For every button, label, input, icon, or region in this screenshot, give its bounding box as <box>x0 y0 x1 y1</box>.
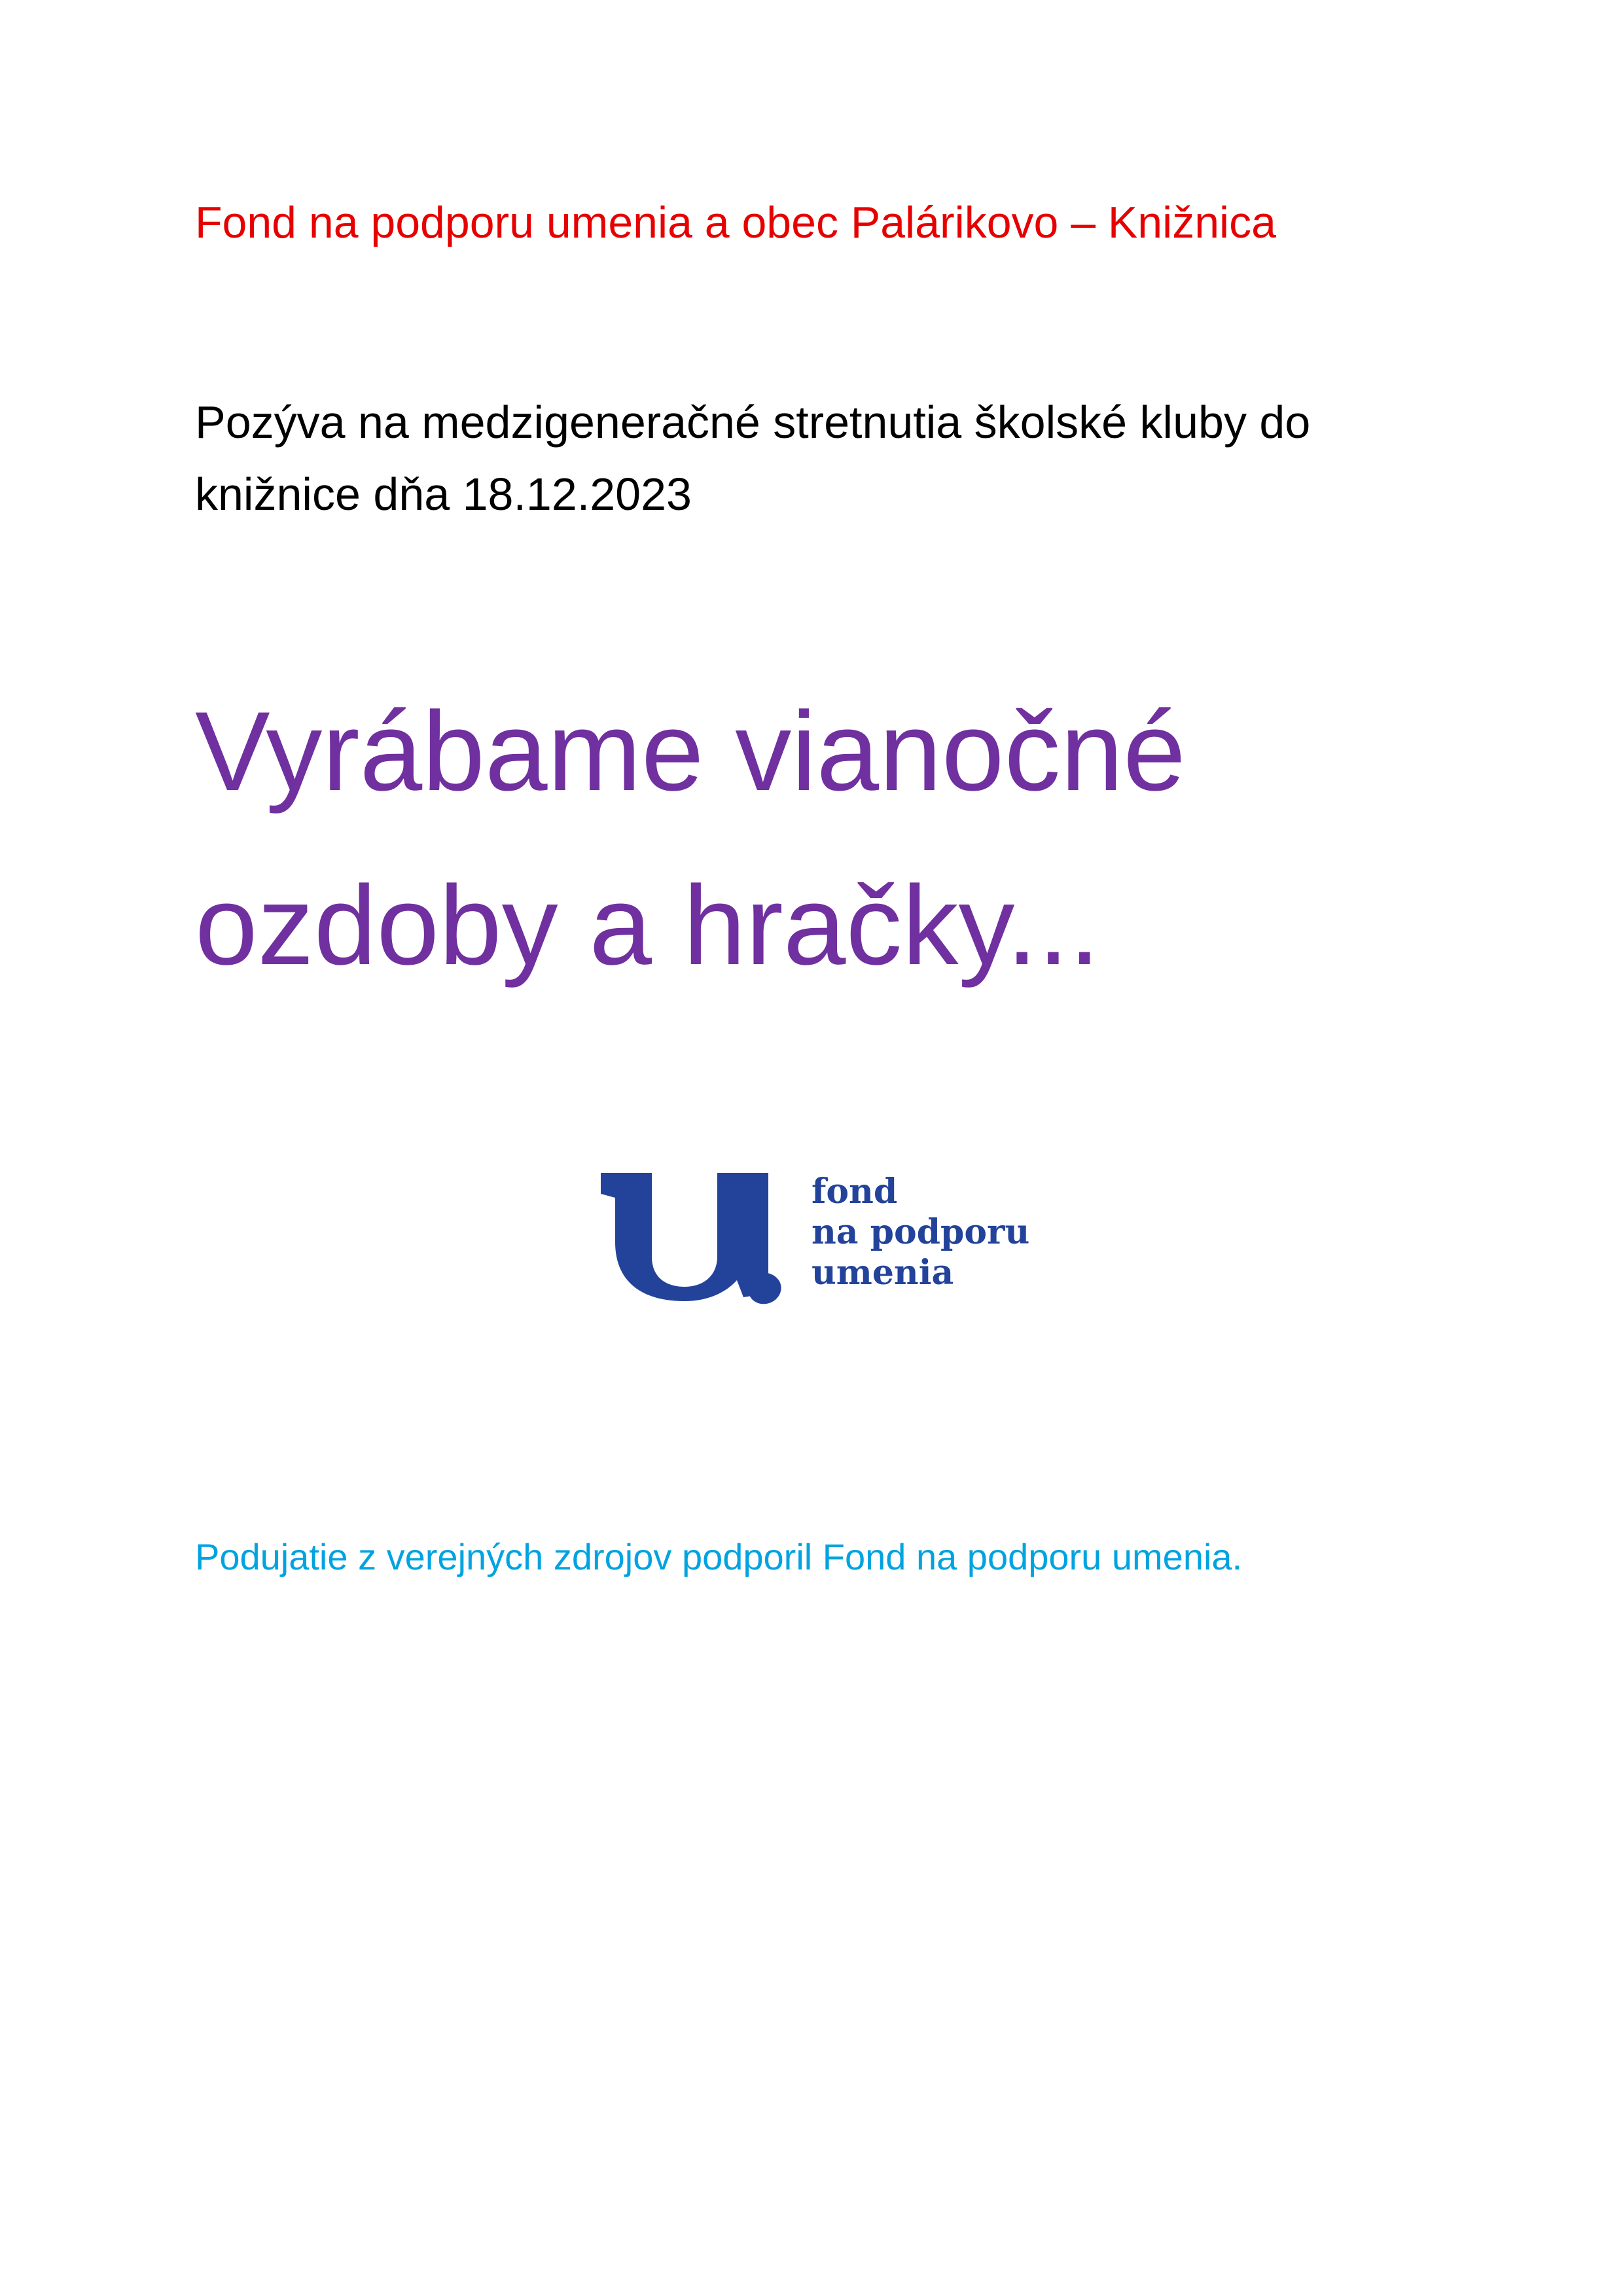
event-headline <box>195 664 1186 1013</box>
invitation-line-2: knižnice dňa 18.12.2023 <box>195 469 692 520</box>
funding-note: Podujatie z verejných zdrojov podporil Fond na podporu umenia. <box>195 1536 1243 1577</box>
headline-line-2: ozdoby a hračky... <box>195 863 1101 988</box>
organizer-line: Fond na podporu umenia a obec Palárikovo – Knižnica <box>195 198 1276 247</box>
invitation-text <box>195 386 1478 530</box>
logo-text-line-3: umenia <box>812 1253 954 1293</box>
logo-text-line-2: na podporu <box>812 1212 1030 1252</box>
logo-u-mark-icon <box>589 1158 785 1309</box>
headline-line-1: Vyrábame vianočné <box>195 689 1186 814</box>
logo-text <box>812 1172 1029 1293</box>
logo-text-line-1: fond <box>812 1172 898 1211</box>
fond-na-podporu-umenia-logo <box>589 1158 1047 1329</box>
invitation-line-1: Pozýva na medzigeneračné stretnutia školské kluby do <box>195 397 1311 448</box>
